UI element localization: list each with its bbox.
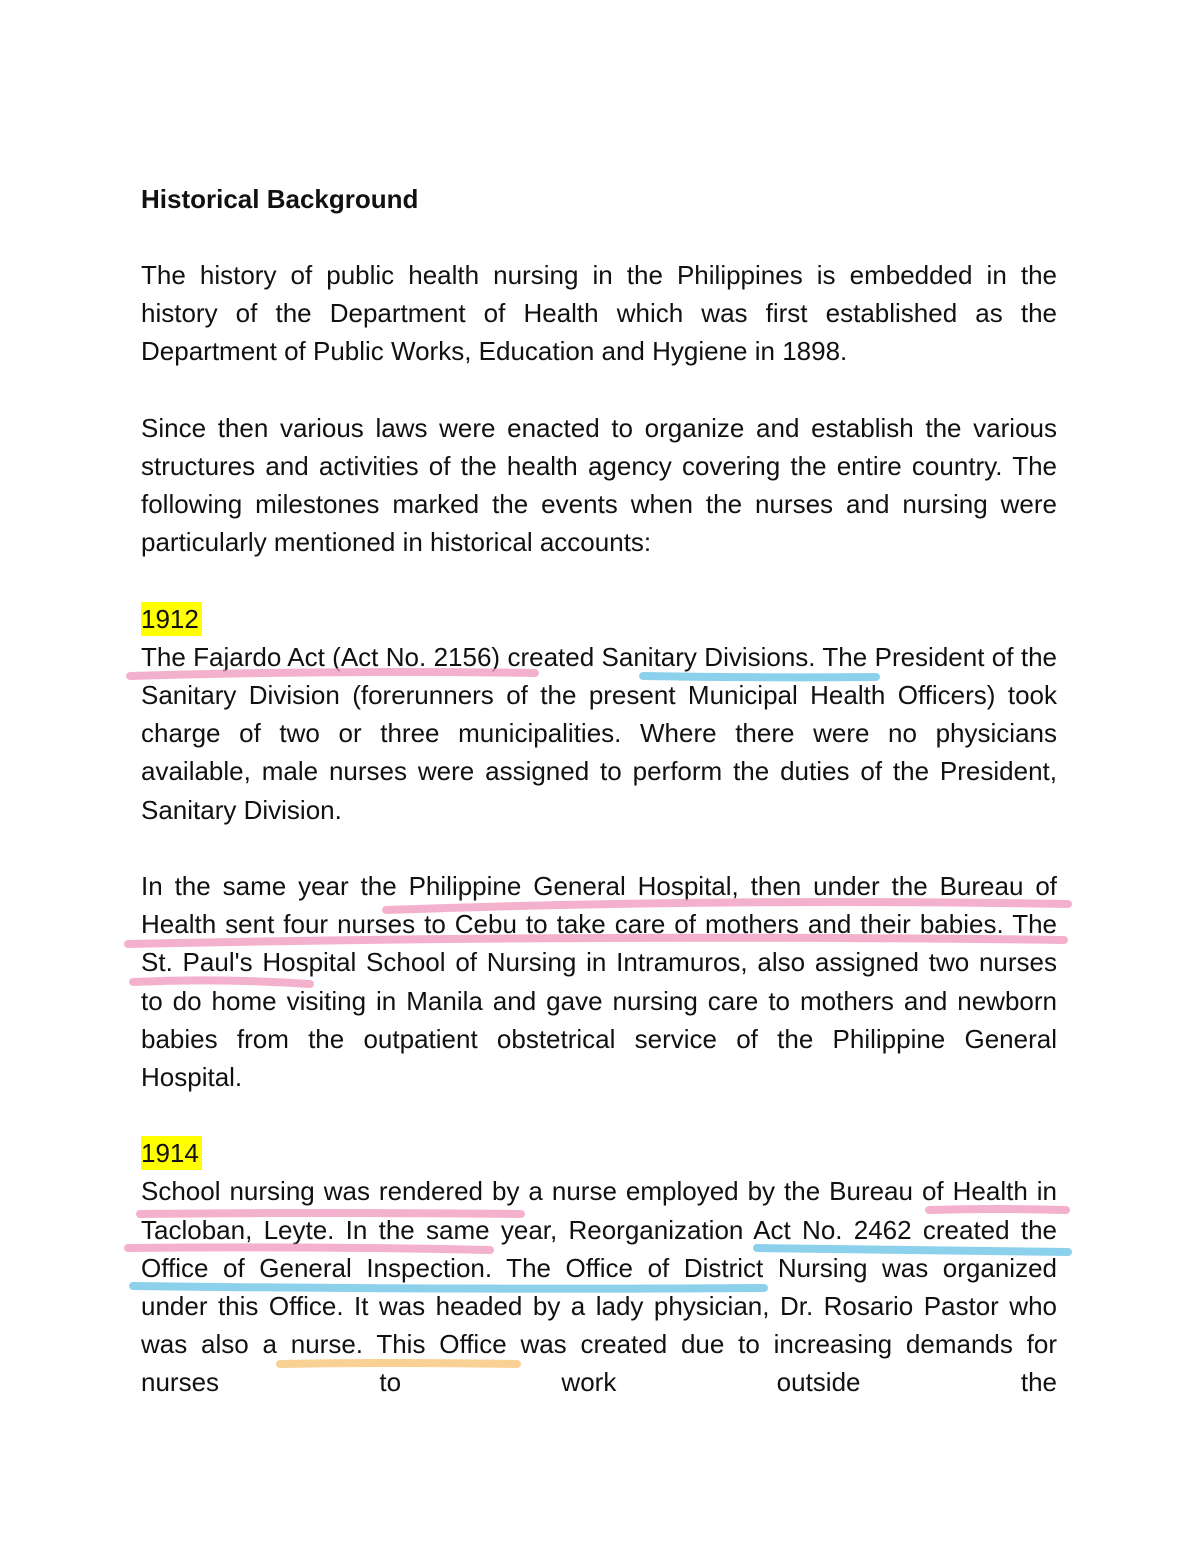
laws-paragraph: Since then various laws were enacted to organize and establish the various structures and activities of the health agency covering the entire country. The following milestones marked the events when the nurses and nursing were particularly mentioned in historical accounts: — [141, 412, 1057, 558]
document-body — [141, 180, 1057, 1402]
intro-paragraph: The history of public health nursing in the Philippines is embedded in the history of the Department of Health which was first established as the Department of Public Works, Education and Hygiene in 1898. — [141, 260, 1057, 367]
milestone-year-1914 — [141, 1134, 1057, 1172]
year-highlight: 1912 — [141, 602, 202, 636]
milestone-1914-paragraph-1: School nursing was rendered by a nurse employed by the Bureau of Health in Tacloban, Leyte. In the same year, Reorganization Act No. 2462 created the Office of General Inspection. The Office of District Nursing was organized under this Office. It was headed by a lady physician, Dr. Rosario Pastor who was also a nurse. This Office was created due to increasing demands for nurses to work outside the — [141, 1176, 1057, 1398]
section-heading: Historical Background — [141, 184, 419, 214]
milestone-year-1912 — [141, 600, 1057, 638]
milestone-1912-paragraph-1: The Fajardo Act (Act No. 2156) created Sanitary Divisions. The President of the Sanitary Division (forerunners of the present Municipal Health Officers) took charge of two or three municipalities. Where there were no physicians available, male nurses were assigned to perform the duties of the President, Sanitary Division. — [141, 641, 1057, 825]
milestone-1912-paragraph-2: In the same year the Philippine General Hospital, then under the Bureau of Health sent four nurses to Cebu to take care of mothers and their babies. The St. Paul's Hospital School of Nursing in Intramuros, also assigned two nurses to do home visiting in Manila and gave nursing care to mothers and newborn babies from the outpatient obstetrical service of the Philippine General Hospital. — [141, 871, 1057, 1093]
year-highlight: 1914 — [141, 1136, 202, 1170]
